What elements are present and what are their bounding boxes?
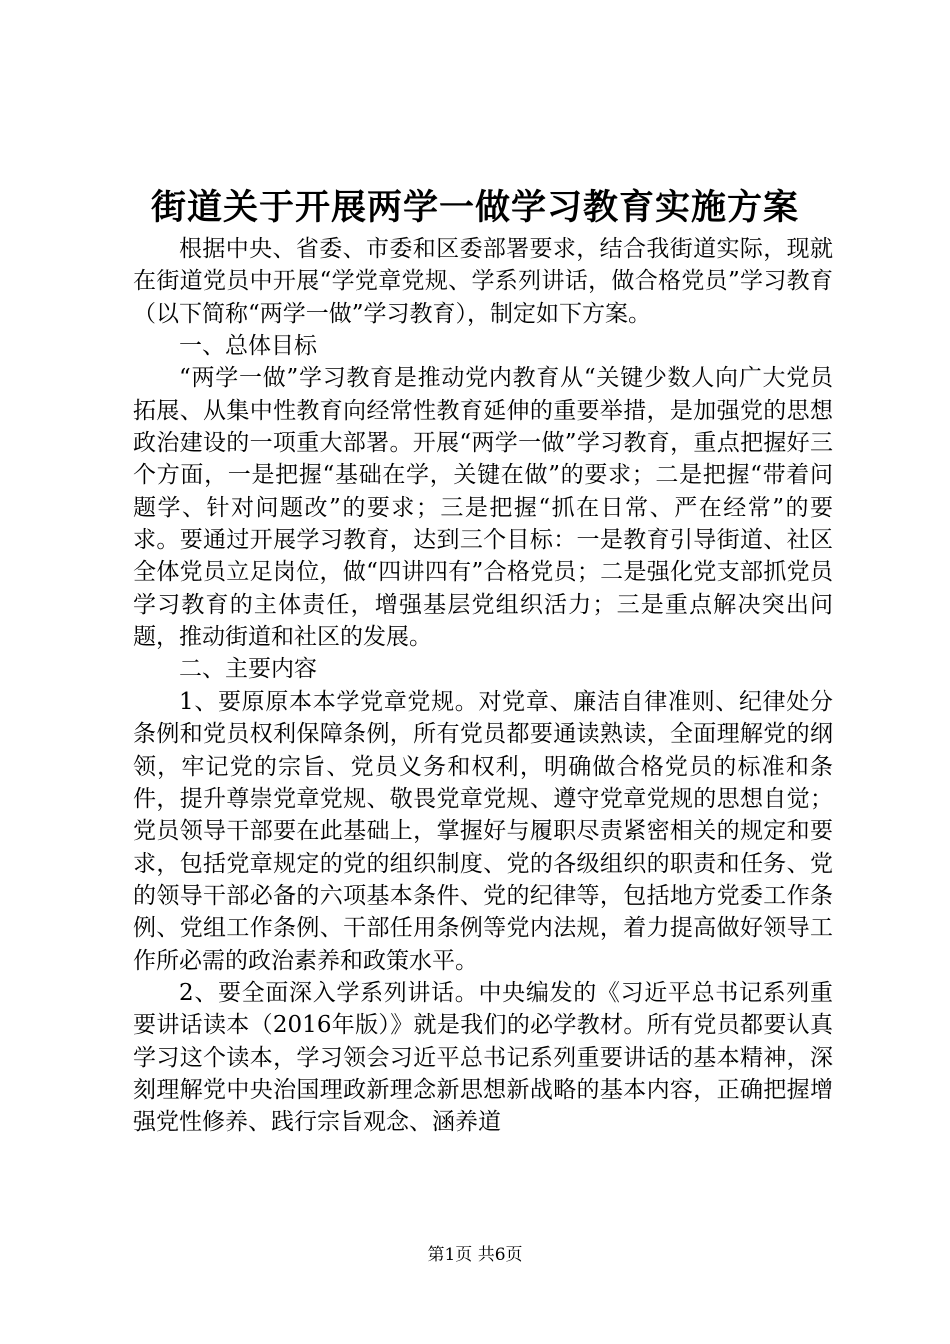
document-body [133, 233, 833, 1139]
paragraph-overall-goal: “两学一做”学习教育是推动党内教育从“关键少数人向广大党员拓展、从集中性教育向经常性教育延伸的重要举措，是加强党的思想政治建设的一项重大部署。开展“两学一做”学习教育，重点把握好三个方面，一是把握“基础在学，关键在做”的要求；二是把握“带着问题学、针对问题改”的要求；三是把握“抓在日常、严在经常”的要求。要通过开展学习教育，达到三个目标：一是教育引导街道、社区全体党员立足岗位，做“四讲四有”合格党员；二是强化党支部抓党员学习教育的主体责任，增强基层党组织活力；三是重点解决突出问题，推动街道和社区的发展。 [133, 365, 833, 651]
section-heading-main-content: 二、主要内容 [179, 656, 317, 683]
paragraph-item-1: 1、要原原本本学党章党规。对党章、廉洁自律准则、纪律处分条例和党员权利保障条例，所有党员都要通读熟读，全面理解党的纲领，牢记党的宗旨、党员义务和权利，明确做合格党员的标准和条件，提升尊崇党章党规、敬畏党章党规、遵守党章党规的思想自觉；党员领导干部要在此基础上，掌握好与履职尽责紧密相关的规定和要求，包括党章规定的党的组织制度、党的各级组织的职责和任务、党的领导干部必备的六项基本条件、党的纪律等，包括地方党委工作条例、党组工作条例、干部任用条例等党内法规，着力提高做好领导工作所必需的政治素养和政策水平。 [133, 688, 833, 974]
document-title: 街道关于开展两学一做学习教育实施方案 [150, 188, 799, 228]
section-heading-overall-goal: 一、总体目标 [179, 333, 317, 360]
paragraph-item-2: 2、要全面深入学系列讲话。中央编发的《习近平总书记系列重要讲话读本（2016年版）》就是我们的必学教材。所有党员都要认真学习这个读本，学习领会习近平总书记系列重要讲话的基本精神，深刻理解党中央治国理政新理念新思想新战略的基本内容，正确把握增强党性修养、践行宗旨观念、涵养道 [133, 979, 833, 1136]
paragraph-intro: 根据中央、省委、市委和区委部署要求，结合我街道实际，现就在街道党员中开展“学党章党规、学系列讲话，做合格党员”学习教育（以下简称“两学一做”学习教育），制定如下方案。 [133, 236, 833, 327]
page-number-footer: 第1页 共6页 [427, 1245, 523, 1265]
